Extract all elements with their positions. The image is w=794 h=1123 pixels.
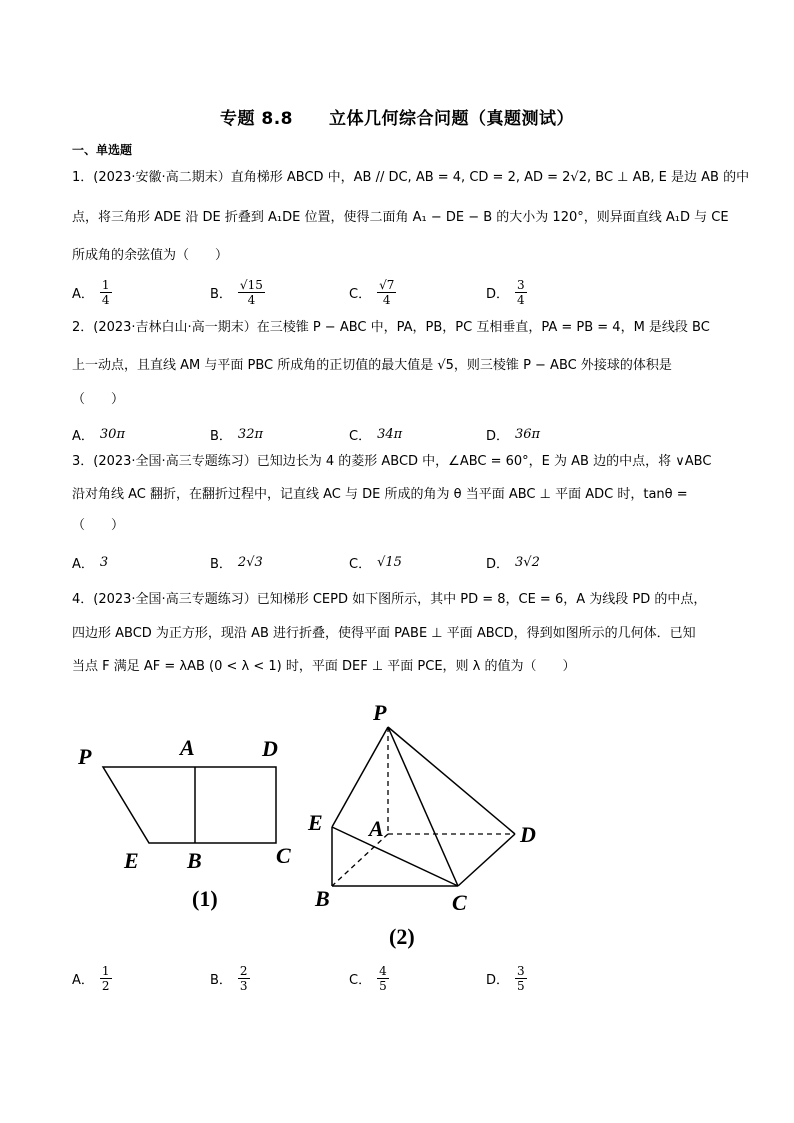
q2-options (72, 416, 732, 452)
edge-ec (332, 827, 458, 886)
option-value: 30π (99, 426, 125, 442)
numerator: 1 (101, 277, 110, 292)
denominator: 4 (517, 292, 525, 307)
option-value: 3√2 (515, 554, 540, 570)
q1-option-d[interactable] (486, 274, 527, 310)
q4-line-3: 当点 F 满足 AF = λAB (0 < λ < 1) 时，平面 DEF ⊥ 平面 PCE，则 λ 的值为（ ） (72, 659, 576, 674)
q4-line-1: 4．(2023·全国·高三专题练习）已知梯形 CEPD 如下图所示，其中 PD = 8，CE = 6，A 为线段 PD 的中点， (72, 592, 707, 607)
option-label: C． (349, 286, 372, 302)
option-label: C． (349, 972, 372, 988)
q1-option-a[interactable] (72, 274, 112, 310)
option-label: C． (349, 428, 372, 444)
q2-option-c[interactable] (349, 416, 402, 452)
title-topic-name: 立体几何综合问题（真题测试） (329, 109, 575, 129)
q4-option-c[interactable] (349, 960, 389, 996)
option-value: √15 (377, 554, 402, 570)
q4-figures (0, 690, 794, 960)
q3-option-a[interactable] (72, 544, 108, 580)
option-value: 34π (377, 426, 403, 442)
denominator: 3 (239, 978, 248, 993)
q3-option-d[interactable] (486, 544, 540, 580)
fig1-label-a: A (180, 735, 195, 760)
q2-line-3: （ ） (72, 392, 125, 407)
numerator: 4 (379, 963, 387, 978)
figure-2-caption: (2) (389, 924, 415, 949)
option-label: A． (72, 286, 94, 302)
denominator: 5 (379, 978, 387, 993)
q3-line-1: 3．(2023·全国·高三专题练习）已知边长为 4 的菱形 ABCD 中，∠ABC = 60°，E 为 AB 边的中点，将 ∨ABC (72, 454, 712, 469)
option-label: A． (72, 428, 94, 444)
fig1-label-c: C (276, 843, 291, 868)
q4-line-2: 四边形 ABCD 为正方形，现沿 AB 进行折叠，使得平面 PABE ⊥ 平面 ABCD，得到如图所示的几何体．已知 (72, 626, 696, 641)
denominator: 4 (101, 292, 110, 307)
fraction (377, 278, 396, 307)
q4-option-b[interactable] (210, 960, 250, 996)
edge-pc (388, 727, 458, 886)
denominator: 5 (517, 978, 525, 993)
q4-option-a[interactable] (72, 960, 112, 996)
option-label: B． (210, 556, 232, 572)
q1-line-1: 1．(2023·安徽·高二期末）直角梯形 ABCD 中，AB // DC, AB = 4, CD = 2, AD = 2√2, BC ⊥ AB, E 是边 AB 的中 (72, 170, 750, 185)
fig2-label-p: P (373, 700, 387, 725)
fig1-label-d: D (262, 736, 278, 761)
denominator: 2 (101, 978, 110, 993)
numerator: 2 (239, 963, 248, 978)
edge-cd (458, 834, 515, 886)
q1-line-3: 所成角的余弦值为（ ） (72, 248, 229, 263)
fig2-label-a: A (369, 816, 384, 841)
option-label: B． (210, 428, 232, 444)
figure-1-outline (103, 767, 276, 843)
q1-line-2: 点，将三角形 ADE 沿 DE 折叠到 A₁DE 位置，使得二面角 A₁ − DE − B 的大小为 120°，则异面直线 A₁D 与 CE (72, 210, 729, 225)
option-label: A． (72, 972, 94, 988)
edge-pd (388, 727, 515, 834)
q1-option-b[interactable] (210, 274, 265, 310)
option-value: 32π (237, 426, 264, 442)
fraction (100, 964, 112, 993)
option-value: 3 (99, 554, 109, 570)
option-value: 2√3 (237, 554, 263, 570)
fraction (238, 278, 265, 307)
option-label: D． (486, 972, 510, 988)
denominator: 4 (382, 292, 391, 307)
option-label: B． (210, 972, 232, 988)
section-heading: 一、单选题 (72, 143, 133, 157)
fraction (377, 964, 389, 993)
title-topic-number: 专题 8.8 (219, 109, 294, 129)
q2-option-d[interactable] (486, 416, 540, 452)
hidden-edge-ab (332, 834, 388, 886)
numerator: 1 (101, 963, 110, 978)
q3-line-2: 沿对角线 AC 翻折，在翻折过程中，记直线 AC 与 DE 所成的角为 θ 当平面 ABC ⊥ 平面 ADC 时，tanθ = (72, 487, 688, 502)
q2-option-b[interactable] (210, 416, 263, 452)
q1-options (72, 274, 732, 310)
denominator: 4 (247, 292, 256, 307)
figure-2-solid (332, 727, 515, 886)
q2-line-2: 上一动点，且直线 AM 与平面 PBC 所成角的正切值的最大值是 √5，则三棱锥 P − ABC 外接球的体积是 (72, 358, 672, 373)
q4-options (72, 960, 732, 996)
fig2-label-e: E (308, 810, 323, 835)
fig1-label-e: E (124, 848, 139, 873)
numerator: √15 (239, 277, 263, 292)
fraction (515, 964, 527, 993)
q3-option-c[interactable] (349, 544, 402, 580)
figure-1-caption: (1) (192, 886, 218, 911)
edge-pe (332, 727, 388, 827)
option-label: D． (486, 556, 510, 572)
option-label: B． (210, 286, 232, 302)
q4-option-d[interactable] (486, 960, 527, 996)
option-label: D． (486, 428, 510, 444)
q2-line-1: 2．(2023·吉林白山·高一期末）在三棱锥 P − ABC 中，PA，PB，PC 互相垂直，PA = PB = 4，M 是线段 BC (72, 320, 710, 335)
q3-line-3: （ ） (72, 518, 125, 533)
fig2-label-b: B (315, 886, 330, 911)
q3-option-b[interactable] (210, 544, 263, 580)
numerator: 3 (517, 963, 525, 978)
option-label: D． (486, 286, 510, 302)
fraction (515, 278, 527, 307)
option-label: A． (72, 556, 94, 572)
q2-option-a[interactable] (72, 416, 125, 452)
numerator: 3 (517, 277, 525, 292)
numerator: √7 (379, 277, 395, 292)
q1-option-c[interactable] (349, 274, 396, 310)
fig2-label-d: D (520, 822, 536, 847)
page-title (0, 104, 794, 129)
q3-options (72, 544, 732, 580)
figure-1-trapezoid (103, 767, 276, 843)
option-label: C． (349, 556, 372, 572)
option-value: 36π (515, 426, 541, 442)
fig2-label-c: C (452, 890, 467, 915)
fig1-label-p: P (78, 744, 92, 769)
fraction (100, 278, 112, 307)
fig1-label-b: B (187, 848, 202, 873)
fraction (238, 964, 250, 993)
